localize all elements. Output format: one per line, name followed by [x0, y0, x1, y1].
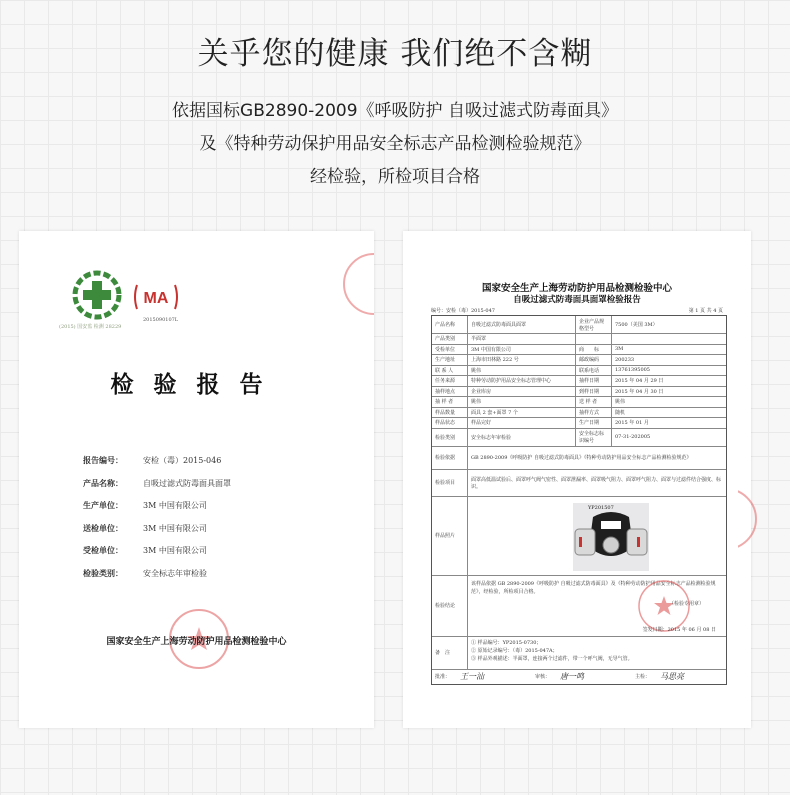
basis-row: 检验依据 GB 2890-2009《呼吸防护 自吸过滤式防毒面具》《特种劳动防护用品安全标志产品检测检验规范》: [432, 447, 726, 470]
table-row: 产品类别 半面罩: [432, 334, 726, 345]
info-row: 送检单位： 3M 中国有限公司: [83, 522, 207, 533]
headline: 关乎您的健康 我们绝不含糊: [197, 36, 593, 72]
report-center-title: 国家安全生产上海劳动防护用品检测检验中心: [481, 283, 672, 294]
notes-row: 备 注 ① 样品编号：YP2015-0730； ② 原始记录编号：（毒）2015-047A； ③ 样品外观描述：半面罩，连接两个过滤件，带一个呼气阀，无导气管。: [432, 637, 726, 670]
standard-line-2: 及《特种劳动保护用品安全标志产品检测检验规范》: [199, 134, 591, 154]
table-row: 生产地址 上海市田林路 222 号 邮政编码 200233: [432, 355, 726, 366]
standard-line-1: 依据国标GB2890-2009《呼吸防护 自吸过滤式防毒面具》: [172, 101, 618, 121]
inspection-report-page: [403, 231, 751, 728]
photo-row: 样品照片 YP201507: [432, 497, 726, 576]
info-row: 产品名称： 自吸过滤式防毒面具面罩: [83, 477, 231, 488]
report-number: 编号：安检（毒）2015-047: [431, 308, 495, 314]
cma-caption: 2015090107L: [143, 317, 179, 323]
seal-caption: （检验专用章）: [668, 600, 704, 607]
table-row: 样品数量 面具 2 套+面罩 7 个 抽样方式 随机: [432, 408, 726, 419]
logo-cross-caption: (2015) 国安监 检测 28229: [59, 324, 122, 330]
info-row: 检验类别： 安全标志年审检验: [83, 567, 207, 578]
conclusion-text: 该样品依据 GB 2890-2009《呼吸防护 自吸过滤式防毒面具》及《特种劳动防护用品安全标志产品检测检验规范》，经检验，所检项目合格。: [471, 580, 716, 595]
table-row: 抽样地点 企业库房 到样日期 2015 年 04 月 30 日: [432, 387, 726, 398]
table-row: 检验类别 安全标志年审检验 安全标志标识编号 07-31-202005: [432, 429, 726, 447]
header: [0, 28, 790, 194]
issuer-name: 国家安全生产上海劳动防护用品检测检验中心: [106, 637, 287, 647]
page-count: 第 1 页 共 4 页: [688, 308, 723, 314]
sample-label: YP201507: [588, 504, 614, 511]
report-title: 检验报告: [110, 371, 283, 398]
issue-date: 签发日期：2015 年 06 月 08 日: [642, 626, 716, 633]
signature-row: 批准： 王一汕 审核： 唐一鸣 主检： 马思亮: [435, 672, 685, 681]
standard-line-3: 经检验，所检项目合格: [310, 167, 480, 187]
approver-signature: 王一汕: [460, 672, 485, 681]
table-row: 产品名称 自吸过滤式防毒面具面罩 企业产品规格型号 7500（美国 3M）: [432, 316, 726, 334]
report-subtitle: 自吸过滤式防毒面具面罩检验报告: [513, 295, 641, 305]
items-row: 检验项目 面罩高低温试验后、面罩呼气阀气密性、面罩泄漏率、面罩吸气阻力、面罩呼气阻力、面罩与过滤件结合强度、标识。: [432, 470, 726, 497]
edge-stamp-icon: [334, 248, 374, 320]
svg-text:MA: MA: [143, 290, 169, 307]
report-meta: [431, 307, 723, 314]
table-row: 受检单位 3M 中国有限公司 商 标 3M: [432, 345, 726, 356]
respirator-photo-icon: [573, 503, 649, 571]
report-table: [431, 315, 727, 685]
note-item: ② 原始记录编号：（毒）2015-047A；: [471, 647, 558, 654]
table-row: 样品状态 样品完好 生产日期 2015 年 01 月: [432, 418, 726, 429]
info-row: 生产单位： 3M 中国有限公司: [83, 500, 207, 510]
note-item: ③ 样品外观描述：半面罩，连接两个过滤件，带一个呼气阀，无导气管。: [471, 655, 633, 662]
reviewer-signature: 唐一鸣: [560, 672, 585, 681]
note-item: ① 样品编号：YP2015-0730；: [471, 639, 542, 646]
table-row: 联 系 人 姚伟 联系电话 13761395005: [432, 366, 726, 377]
cma-logo-icon: [133, 283, 179, 311]
table-row: 抽 样 者 姚伟 送 样 者 姚伟: [432, 397, 726, 408]
table-row: 任务来源 特种劳动防护用品安全标志管理中心 抽样日期 2015 年 04 月 29 日: [432, 376, 726, 387]
conclusion-row: 检验结论 该样品依据 GB 2890-2009《呼吸防护 自吸过滤式防毒面具》及《特种劳动防护用品安全标志产品检测检验规范》，经检验，所检项目合格。 （检验专用章） 签发日期：2015 年 06 月 08 日: [432, 576, 726, 637]
info-row: 报告编号： 安检（毒）2015-046: [83, 455, 222, 465]
inspection-report-cover: [19, 231, 374, 728]
safety-cross-logo-icon: [71, 269, 123, 321]
inspector-signature: 马思亮: [660, 672, 685, 681]
info-row: 受检单位： 3M 中国有限公司: [83, 545, 207, 555]
edge-stamp-icon: [738, 480, 758, 558]
report-info: [83, 455, 231, 590]
